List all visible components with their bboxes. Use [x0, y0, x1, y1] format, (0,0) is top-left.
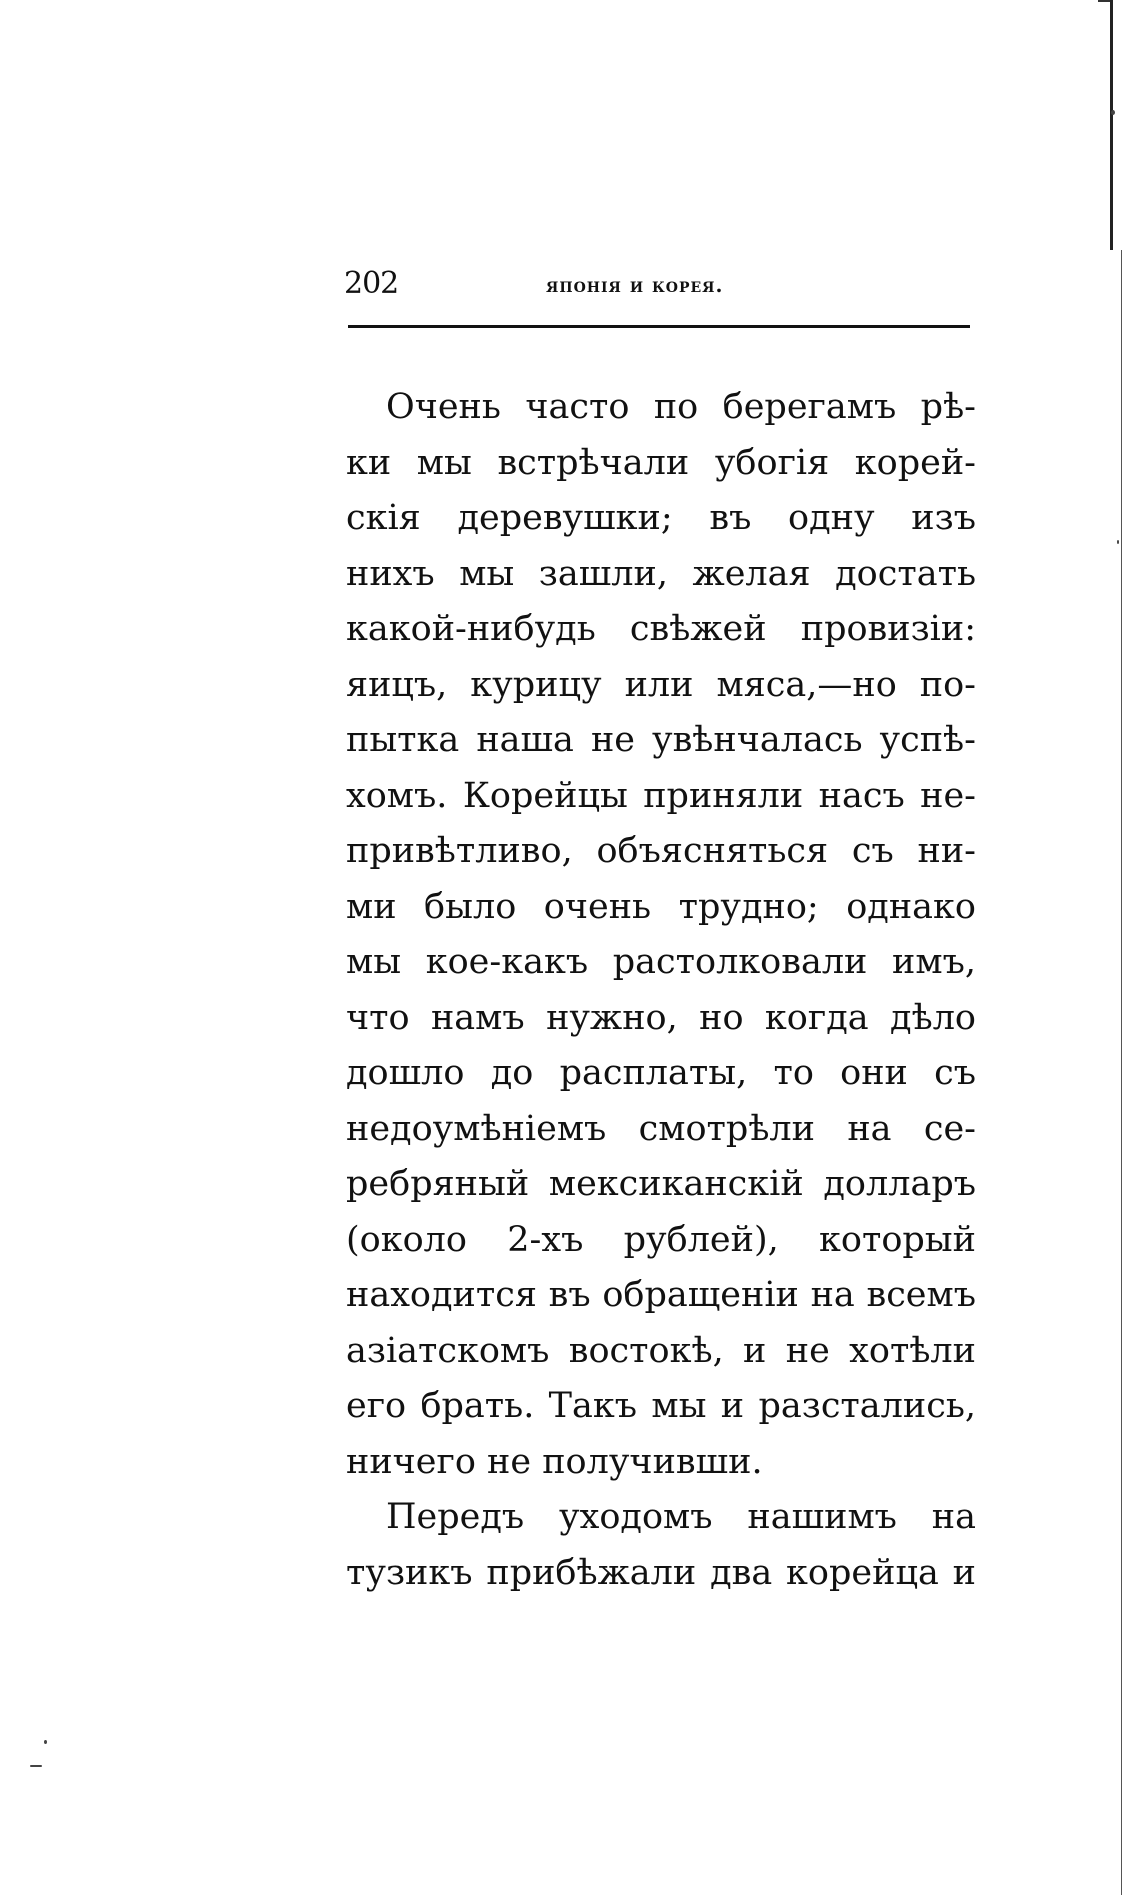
- text-line: что намъ нужно, но когда дѣло: [346, 997, 976, 1038]
- text-line: Передъ уходомъ нашимъ на: [386, 1497, 976, 1537]
- text-line: какой-нибудь свѣжей провизіи:: [346, 609, 976, 649]
- text-line: хомъ. Корейцы приняли насъ не-: [346, 775, 976, 816]
- text-line: ничего не получивши.: [346, 1441, 763, 1482]
- text-line: нихъ мы зашли, желая достать: [346, 553, 976, 594]
- page-number: 202: [344, 266, 399, 301]
- running-title: японія и корея.: [546, 273, 724, 297]
- text-line: дошло до расплаты, то они съ: [346, 1053, 976, 1093]
- scan-speck: [30, 1765, 42, 1767]
- text-line: привѣтливо, объясняться съ ни-: [346, 831, 976, 871]
- scan-speck: [1111, 110, 1115, 115]
- text-line: ки мы встрѣчали убогія корей-: [346, 442, 976, 483]
- text-line: недоумѣніемъ смотрѣли на се-: [346, 1108, 976, 1149]
- text-line: (около 2-хъ рублей), который: [346, 1219, 976, 1260]
- text-line: скія деревушки; въ одну изъ: [346, 498, 976, 538]
- running-head: [344, 264, 976, 304]
- scan-speck: [44, 1740, 47, 1744]
- text-line: тузикъ прибѣжали два корейца и: [346, 1552, 976, 1593]
- scan-speck: [1117, 540, 1119, 544]
- page-edge-line-lower: [1121, 250, 1122, 1895]
- text-line: яицъ, курицу или мяса,—но по-: [346, 664, 976, 705]
- text-line: его брать. Такъ мы и разстались,: [346, 1386, 976, 1426]
- text-line: Очень часто по берегамъ рѣ-: [386, 387, 976, 427]
- text-line: находится въ обращеніи на всемъ: [346, 1275, 976, 1315]
- text-line: азіатскомъ востокѣ, и не хотѣли: [346, 1330, 976, 1371]
- text-line: ребряный мексиканскій долларъ: [346, 1164, 976, 1204]
- page-edge-mark: [1098, 0, 1110, 2]
- text-line: ми было очень трудно; однако: [346, 886, 976, 927]
- header-rule: [348, 325, 970, 328]
- page-edge-line: [1110, 0, 1113, 250]
- paragraph: [346, 1490, 976, 1601]
- text-line: мы кое-какъ растолковали имъ,: [346, 942, 976, 982]
- body-text: [346, 380, 976, 1601]
- text-line: пытка наша не увѣнчалась успѣ-: [346, 720, 976, 760]
- paragraph: [346, 380, 976, 1490]
